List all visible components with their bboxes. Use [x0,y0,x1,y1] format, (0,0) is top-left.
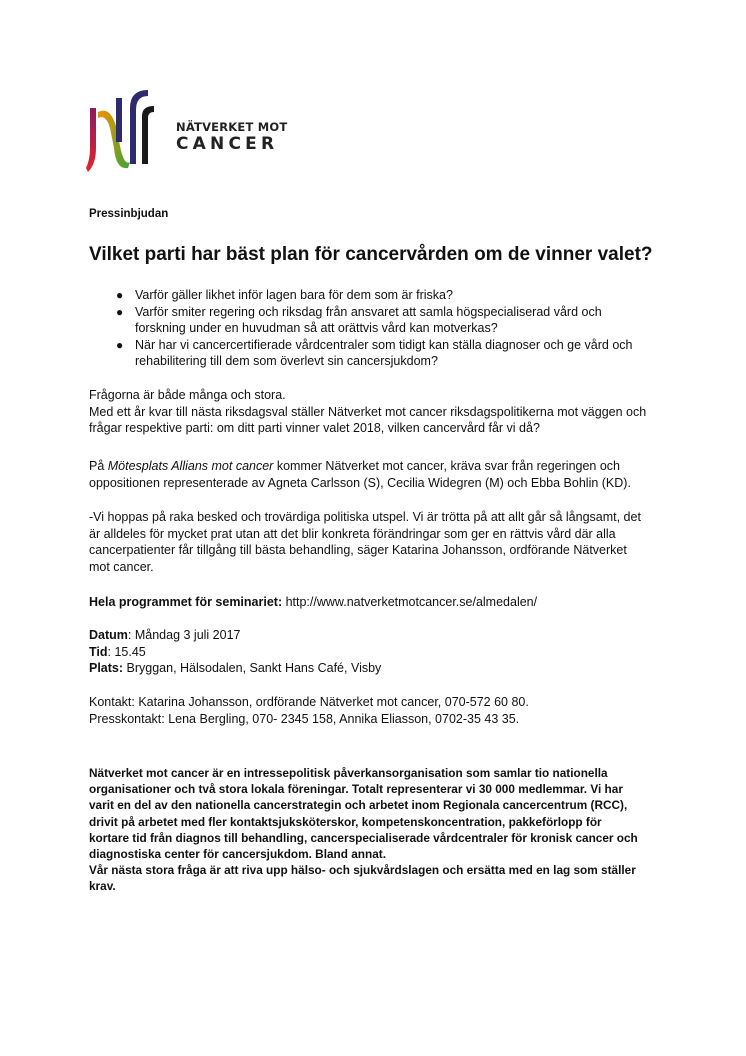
about-paragraph [89,765,659,895]
bullet-icon: ● [116,337,124,352]
paragraph-line: krav. [89,879,116,894]
paragraph-line: Vår nästa stora fråga är att riva upp hälso- och sjukvårdslagen och ersätta med en lag som ställer [89,863,636,878]
logo-text-line1: NÄTVERKET MOT [176,120,288,134]
bullet-icon: ● [116,288,124,302]
quote-paragraph [89,509,659,575]
list-item-text: rehabilitering till dem som överlevt sin cancersjukdom? [135,354,438,368]
paragraph-line: cancerpatienter får tillgång till bästa behandling, säger Katarina Johansson, ordförande Nätverket [89,543,627,557]
event-name: Mötesplats Allians mot cancer [107,459,274,473]
time-value: : 15.45 [107,644,146,659]
time-row [89,644,659,661]
list-item-text: När har vi cancercertifierade vårdcentraler som tidigt kan ställa diagnoser och ge vård och [135,337,633,352]
event-prefix: På [89,459,108,473]
list-item-text: Varför gäller likhet inför lagen bara för dem som är friska? [135,288,453,302]
document-kicker: Pressinbjudan [89,208,169,220]
event-paragraph [89,458,659,491]
document-headline: Vilket parti har bäst plan för cancervården om de vinner valet? [89,244,653,265]
organization-logo [86,86,288,178]
list-item [89,304,659,337]
paragraph-line: är alldeles för mycket prat utan att det blir konkreta förändringar som ger en rättvis vård där alla [89,526,616,541]
event-details [89,627,659,677]
contact-paragraph [89,694,659,727]
paragraph-line: Nätverket mot cancer är en intressepolitisk påverkansorganisation som samlar tio nationella [89,766,608,780]
program-label: Hela programmet för seminariet: [89,595,283,609]
press-contact-line: Presskontakt: Lena Bergling, 070- 2345 158, Annika Eliasson, 0702-35 43 35. [89,711,520,726]
intro-paragraph [89,387,659,437]
event-line1-rest: kommer Nätverket mot cancer, kräva svar från regeringen och [273,459,621,473]
paragraph-line: varit en del av den nationella cancerstrategin och arbetet inom Regionala cancercentrum (RCC), [89,798,628,813]
paragraph-line: frågar respektive parti: om ditt parti vinner valet 2018, vilken cancervård får vi då? [89,421,540,435]
paragraph-line: Frågorna är både många och stora. [89,388,286,402]
paragraph-line: -Vi hoppas på raka besked och trovärdiga politiska utspel. Vi är trötta på att allt går så långsamt, det [89,510,641,524]
program-paragraph [89,594,659,611]
paragraph-line: kortare tid från diagnos till behandling, cancerspecialiserade vårdcentraler för kronisk cancer och [89,830,638,845]
time-label: Tid [89,644,108,659]
list-item [89,287,659,304]
paragraph-line: diagnostiska center för cancersjukdom. Bland annat. [89,847,386,862]
date-row [89,627,659,644]
place-value: Bryggan, Hälsodalen, Sankt Hans Café, Visby [123,661,382,675]
contact-line: Kontakt: Katarina Johansson, ordförande Nätverket mot cancer, 070-572 60 80. [89,695,529,709]
paragraph-line [89,458,659,475]
paragraph-line: organisationer och två stora lokala föreningar. Totalt representerar vi 30 000 medlemmar. Vi har [89,782,623,797]
logo-text-line2: CANCER [176,134,279,154]
question-list [89,287,659,370]
paragraph-line: Med ett år kvar till nästa riksdagsval ställer Nätverket mot cancer riksdagspolitikerna mot väggen och [89,404,647,419]
paragraph-line: mot cancer. [89,559,154,574]
logo-mark-icon [86,86,168,178]
paragraph-line: oppositionen representerade av Agneta Carlsson (S), Cecilia Widegren (M) och Ebba Bohlin (KD). [89,475,631,490]
list-item [89,337,659,370]
place-label: Plats: [89,661,124,675]
bullet-icon: ● [116,304,124,319]
date-value: : Måndag 3 juli 2017 [127,628,241,642]
paragraph-line: drivit på arbetet med fler kontaktsjuksköterskor, kompetenskoncentration, pakkeförlopp för [89,814,602,829]
program-url: http://www.natverketmotcancer.se/almedalen/ [282,595,538,609]
list-item-text: Varför smiter regering och riksdag från ansvaret att samla högspecialiserad vård och [135,304,602,319]
place-row [89,660,659,677]
date-label: Datum [89,628,128,642]
list-item-text: forskning under en huvudman så att orättvis vård kan motverkas? [135,321,498,335]
